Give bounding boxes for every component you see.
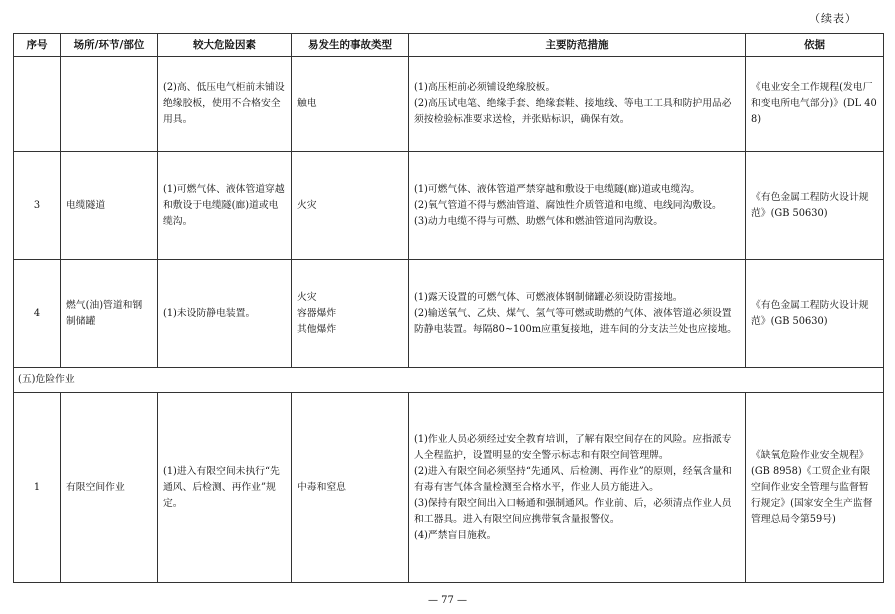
row-basis: 《电业安全工作规程(发电厂和变电所电气部分)》(DL 408) <box>746 57 884 152</box>
table-row <box>14 260 884 368</box>
row-location <box>61 57 158 152</box>
row-accident <box>292 260 409 368</box>
header-basis: 依据 <box>746 34 884 57</box>
row-basis: 《有色金属工程防火设计规范》(GB 50630) <box>746 260 884 368</box>
row-accident: 火灾 <box>292 152 409 260</box>
section-title: (五)危险作业 <box>14 368 884 393</box>
header-measures: 主要防范措施 <box>409 34 746 57</box>
measure-item: (1)高压柜前必须铺设绝缘胶板。 <box>414 82 556 93</box>
row-measures <box>409 393 746 583</box>
accident-item: 其他爆炸 <box>297 323 337 335</box>
accident-item: 火灾 <box>297 291 317 303</box>
measure-item: (3)保持有限空间出入口畅通和强制通风。作业前、后，必须清点作业人员和工器具。进入有限空间应携带氧含量报警仪。 <box>414 497 732 525</box>
row-num: 3 <box>14 152 61 260</box>
row-basis: 《缺氧危险作业安全规程》(GB 8958)《工贸企业有限空间作业安全管理与监督暂行规定》(国家安全生产监督管理总局令第59号) <box>746 393 884 583</box>
row-hazard: (1)未设防静电装置。 <box>158 260 292 368</box>
row-basis: 《有色金属工程防火设计规范》(GB 50630) <box>746 152 884 260</box>
table-row <box>14 393 884 583</box>
measure-item: (2)进入有限空间必须坚持“先通风、后检测、再作业”的原则，经氧含量和有毒有害气体含量检测至合格水平，作业人员方能进入。 <box>414 465 732 493</box>
row-hazard: (1)进入有限空间未执行“先通风、后检测、再作业”规定。 <box>158 393 292 583</box>
row-location: 电缆隧道 <box>61 152 158 260</box>
row-measures <box>409 57 746 152</box>
header-accident: 易发生的事故类型 <box>292 34 409 57</box>
table-header-row <box>14 34 884 57</box>
measure-item: (4)严禁盲目施救。 <box>414 529 497 541</box>
row-location: 燃气(油)管道和钢制储罐 <box>61 260 158 368</box>
section-row <box>14 368 884 393</box>
measure-item: (2)输送氧气、乙炔、煤气、氢气等可燃或助燃的气体、液体管道必须设置防静电装置。每隔80~100m应重复接地，进车间的分支法兰处也应接地。 <box>414 307 737 335</box>
row-location: 有限空间作业 <box>61 393 158 583</box>
table-row <box>14 57 884 152</box>
row-num: 1 <box>14 393 61 583</box>
row-num <box>14 57 61 152</box>
row-measures <box>409 152 746 260</box>
row-num: 4 <box>14 260 61 368</box>
row-hazard: (1)可燃气体、液体管道穿越和敷设于电缆隧(廊)道或电缆沟。 <box>158 152 292 260</box>
page-number: — 77 — <box>427 595 468 606</box>
measure-item: (1)作业人员必须经过安全教育培训，了解有限空间存在的风险。应指派专人全程监护，设置明显的安全警示标志和有限空间管理牌。 <box>414 433 732 461</box>
hazard-table <box>13 33 884 583</box>
measure-item: (2)高压试电笔、绝缘手套、绝缘套鞋、接地线、等电工工具和防护用品必须按检验标准要求送检，并张贴标识，确保有效。 <box>414 98 732 125</box>
measure-item: (2)氧气管道不得与燃油管道、腐蚀性介质管道和电缆、电线同沟敷设。 <box>414 199 722 211</box>
header-location: 场所/环节/部位 <box>61 34 158 57</box>
measure-item: (1)露天设置的可燃气体、可燃液体钢制储罐必须设防雷接地。 <box>414 291 683 303</box>
row-accident: 触电 <box>292 57 409 152</box>
row-measures <box>409 260 746 368</box>
row-accident: 中毒和窒息 <box>292 393 409 583</box>
table-row <box>14 152 884 260</box>
accident-item: 容器爆炸 <box>297 307 337 319</box>
row-hazard: (2)高、低压电气柜前未铺设绝缘胶板，使用不合格安全用具。 <box>158 57 292 152</box>
measure-item: (1)可燃气体、液体管道严禁穿越和敷设于电缆隧(廊)道或电缆沟。 <box>414 183 701 195</box>
header-num: 序号 <box>14 34 61 57</box>
header-hazard: 较大危险因素 <box>158 34 292 57</box>
measure-item: (3)动力电缆不得与可燃、助燃气体和燃油管道同沟敷设。 <box>414 215 664 227</box>
continued-label: （续表） <box>809 12 857 25</box>
